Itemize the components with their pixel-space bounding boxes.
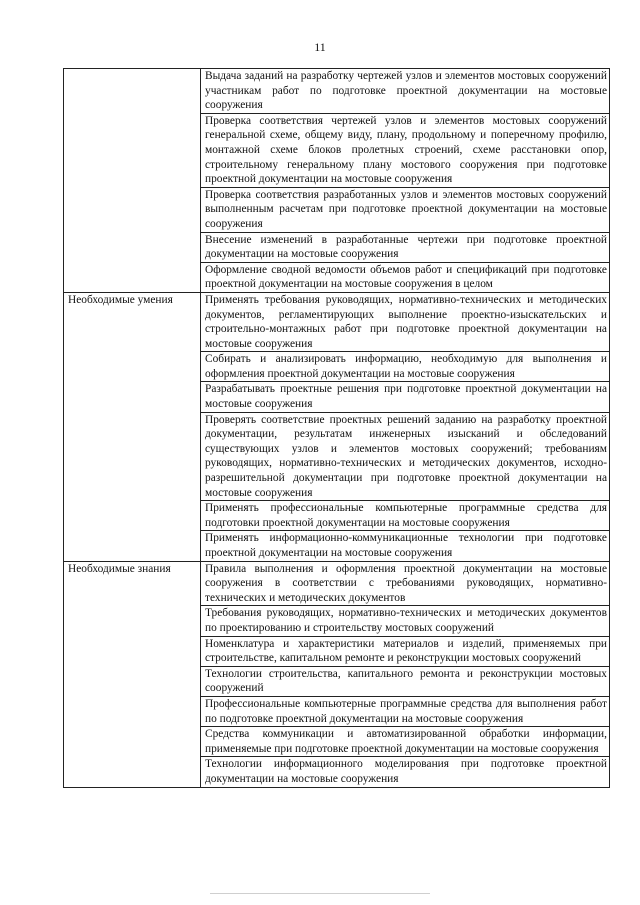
table-cell-text: Выдача заданий на разработку чертежей узлов и элементов мостовых сооружений участникам работ по подготовке проектной документации на мостовые сооружения xyxy=(201,69,610,114)
table-cell-text: Правила выполнения и оформления проектной документации на мостовые сооружения в соответствии с требованиями руководящих, нормативно-технических и методических документов xyxy=(201,561,610,606)
table-cell-text: Технологии строительства, капитального ремонта и реконструкции мостовых сооружений xyxy=(201,666,610,696)
table-cell-text: Применять профессиональные компьютерные программные средства для подготовки проектной документации на мостовые сооружения xyxy=(201,501,610,531)
table-row xyxy=(64,292,610,351)
row-label-required-knowledge: Необходимые знания xyxy=(64,561,201,787)
row-label-required-skills: Необходимые умения xyxy=(64,292,201,561)
table-cell-text: Применять информационно-коммуникационные технологии при подготовке проектной документации на мостовые сооружения xyxy=(201,531,610,561)
table-cell-text: Разрабатывать проектные решения при подготовке проектной документации на мостовые сооружения xyxy=(201,382,610,412)
row-label-work-actions xyxy=(64,69,201,293)
table-cell-text: Технологии информационного моделирования при подготовке проектной документации на мостовые сооружения xyxy=(201,757,610,787)
table-cell-text: Собирать и анализировать информацию, необходимую для выполнения и оформления проектной документации на мостовые сооружения xyxy=(201,352,610,382)
table-cell-text: Проверять соответствие проектных решений заданию на разработку проектной документации, результатам инженерных изысканий и обследований существующих узлов и элементов мостовых сооружений; требованиям руководящих, нормативно-технических и методических документов, исходно-разрешительной документации при подготовке проектной документации на мостовые сооружения xyxy=(201,412,610,501)
table-row xyxy=(64,69,610,114)
table-cell-text: Проверка соответствия разработанных узлов и элементов мостовых сооружений выполненным расчетам при подготовке проектной документации на мостовые сооружения xyxy=(201,187,610,232)
competency-table xyxy=(63,68,610,788)
scan-edge-divider xyxy=(210,893,430,894)
table-cell-text: Средства коммуникации и автоматизированной обработки информации, применяемые при подготовке проектной документации на мостовые сооружения xyxy=(201,727,610,757)
table-cell-text: Оформление сводной ведомости объемов работ и спецификаций при подготовке проектной документации на мостовые сооружения в целом xyxy=(201,262,610,292)
table-cell-text: Проверка соответствия чертежей узлов и элементов мостовых сооружений генеральной схеме, общему виду, плану, продольному и поперечному профилю, монтажной схеме блоков пролетных строений, схеме расстановки опор, строительному генеральному плану мостового сооружения при подготовке проектной документации на мостовые сооружения xyxy=(201,113,610,187)
table-cell-text: Применять требования руководящих, нормативно-технических и методических документов, регламентирующих выполнение проектно-изыскательских и строительно-монтажных работ при подготовке проектной документации на мостовые сооружения xyxy=(201,292,610,351)
table-cell-text: Требования руководящих, нормативно-технических и методических документов по проектированию и строительству мостовых сооружений xyxy=(201,606,610,636)
table-cell-text: Профессиональные компьютерные программные средства для выполнения работ по подготовке проектной документации на мостовые сооружения xyxy=(201,696,610,726)
page-number: 11 xyxy=(314,40,326,54)
table-row xyxy=(64,561,610,606)
table-cell-text: Внесение изменений в разработанные чертежи при подготовке проектной документации на мостовые сооружения xyxy=(201,232,610,262)
table-cell-text: Номенклатура и характеристики материалов и изделий, применяемых при строительстве, капитальном ремонте и реконструкции мостовых сооружений xyxy=(201,636,610,666)
